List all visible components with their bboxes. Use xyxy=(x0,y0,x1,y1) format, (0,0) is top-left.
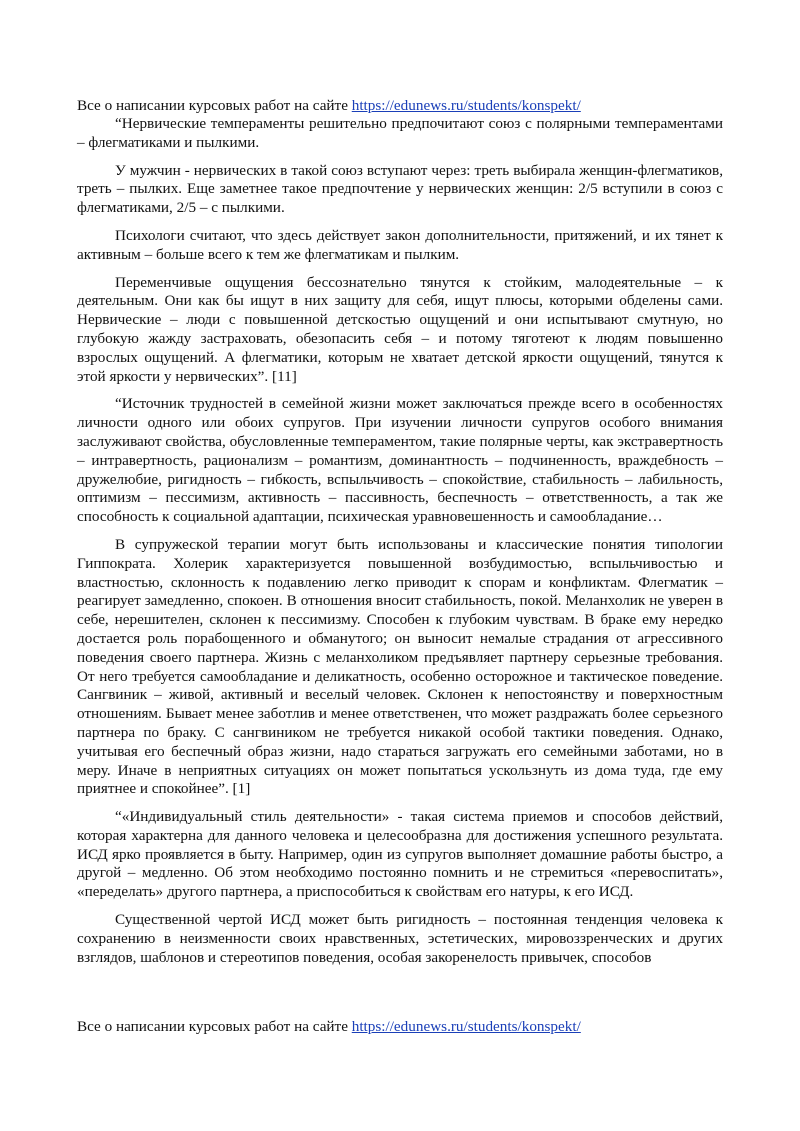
paragraph-3: Психологи считают, что здесь действует закон дополнительности, притяжений, и их тянет к активным – больше всего к тем же флегматикам и пылким. xyxy=(77,226,723,263)
header-link[interactable]: https://edunews.ru/students/konspekt/ xyxy=(351,97,581,114)
page-footer xyxy=(77,1017,723,1036)
paragraph-6: В супружеской терапии могут быть использованы и классические понятия типологии Гиппократа. Холерик характеризуется повышенной возбудимостью, вспыльчивостью и властностью, склонность к подавлению легко приводит к спорам и конфликтам. Флегматик – реагирует замедленно, спокоен. В отношения вносит стабильность, покой. Меланхолик не уверен в себе, нерешителен, склонен к пессимизму. Способен к глубоким чувствам. В браке ему нередко достается роль порабощенного и обманутого; он выносит немалые страдания от агрессивного поведения своего партнера. Жизнь с меланхоликом предъявляет партнеру серьезные требования. От него требуется самообладание и деликатность, особенно осторожное и тактическое поведение. Сангвиник – живой, активный и веселый человек. Склонен к непостоянству и поверхностным отношениям. Бывает менее заботлив и менее ответственен, что может раздражать более серьезного партнера по браку. С сангвиником не требуется никакой особой тактики поведения. Однако, учитывая его беспечный образ жизни, надо стараться загружать его семейными заботами, но в меру. Иначе в неприятных ситуациях он может попытаться ускользнуть из дома туда, где ему приятнее и спокойнее”. [1] xyxy=(77,535,723,798)
document-page xyxy=(77,96,723,976)
page-header xyxy=(77,96,723,115)
paragraph-5: “Источник трудностей в семейной жизни может заключаться прежде всего в особенностях личности одного или обоих супругов. При изучении личности супругов особого внимания заслуживают свойства, обусловленные темпераментом, такие полярные черты, как экстравертность – интравертность, рационализм – романтизм, доминантность – подчиненность, враждебность – дружелюбие, ригидность – гибкость, вспыльчивость – спокойствие, стабильность – лабильность, оптимизм – пессимизм, активность – пассивность, беспечность – ответственность, а так же способность к социальной адаптации, психическая уравновешенность и самообладание… xyxy=(77,395,723,526)
document-body xyxy=(77,115,723,967)
paragraph-2: У мужчин - нервических в такой союз вступают через: треть выбирала женщин-флегматиков, треть – пылких. Еще заметнее такое предпочтение у нервических женщин: 2/5 вступили в союз с флегматиками, 2/5 – с пылкими. xyxy=(77,161,723,217)
footer-link[interactable]: https://edunews.ru/students/konspekt/ xyxy=(351,1018,581,1035)
header-text: Все о написании курсовых работ на сайте xyxy=(77,97,352,114)
paragraph-7: “«Индивидуальный стиль деятельности» - такая система приемов и способов действий, которая характерна для данного человека и целесообразна для достижения успешного результата. ИСД ярко проявляется в быту. Например, один из супругов выполняет домашние работы быстро, а другой – медленно. Об этом необходимо постоянно помнить и не стремиться «перевоспитать», «переделать» другого партнера, а приспособиться к свойствам его натуры, к его ИСД. xyxy=(77,808,723,901)
paragraph-8: Существенной чертой ИСД может быть ригидность – постоянная тенденция человека к сохранению в неизменности своих нравственных, эстетических, мировоззренческих и других взглядов, шаблонов и стереотипов поведения, особая закоренелость привычек, способов xyxy=(77,911,723,966)
paragraph-1: “Нервические темпераменты решительно предпочитают союз с полярными темпераментами – флегматиками и пылкими. xyxy=(77,115,723,151)
footer-text: Все о написании курсовых работ на сайте xyxy=(77,1018,352,1035)
paragraph-4: Переменчивые ощущения бессознательно тянутся к стойким, малодеятельные – к деятельным. Они как бы ищут в них защиту для себя, ищут плюсы, которыми обделены сами. Нервические – люди с повышенной детскостью ощущений и они испытывают смутную, но глубокую жажду застраховать, обезопасить себя – и потому тяготеют к людям повышенно взрослых ощущений. А флегматики, которым не хватает детской яркости ощущений, тянутся к этой яркости у нервических”. [11] xyxy=(77,273,723,385)
